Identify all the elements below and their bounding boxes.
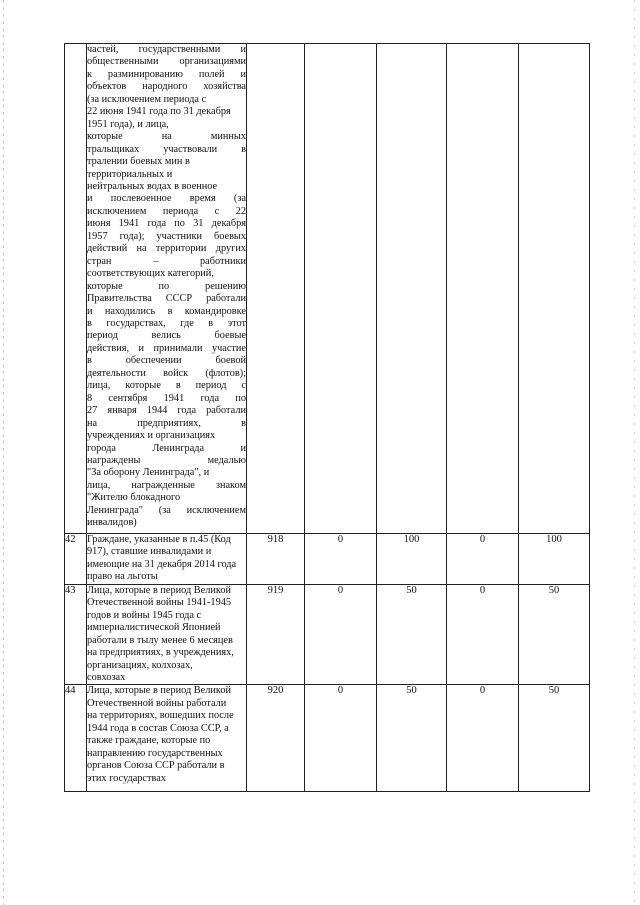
description-line: города Ленинграда и — [87, 442, 246, 454]
description-line: 27 января 1944 года работали — [87, 405, 246, 417]
code-cell: 918 — [247, 534, 305, 585]
row-description — [87, 534, 247, 585]
description-line: 1944 года в состав Союза ССР, а — [87, 722, 229, 734]
code-cell — [247, 44, 305, 534]
description-line: исключением периода с 22 — [87, 205, 246, 217]
description-line: нейтральных водах в военное — [87, 180, 218, 192]
table-row — [65, 44, 590, 534]
value-cell-1: 0 — [305, 685, 377, 792]
description-line: Отечественной войны работали — [87, 697, 227, 709]
description-line: инвалидов) — [87, 517, 137, 529]
scan-edge-right — [634, 0, 635, 905]
benefits-table — [64, 43, 590, 792]
description-line: которые по решению — [87, 280, 246, 292]
description-line: имеющие на 31 декабря 2014 года — [87, 558, 237, 570]
value-cell-2: 50 — [377, 685, 447, 792]
description-line: деятельности войск (флотов); — [87, 367, 246, 379]
row-description — [87, 44, 247, 534]
description-line: Отечественной войны 1941-1945 — [87, 597, 232, 609]
description-line: к разминированию полей и — [87, 68, 246, 80]
description-line: годов и войны 1945 года с — [87, 609, 202, 621]
code-cell: 920 — [247, 685, 305, 792]
value-cell-1: 0 — [305, 534, 377, 585]
description-line: стран – работники — [87, 255, 246, 267]
description-line: право на льготы — [87, 571, 158, 583]
description-line: июня 1941 года по 31 декабря — [87, 218, 246, 230]
description-line: тралении боевых мин в — [87, 156, 190, 168]
description-line: Ленинграда" (за исключением — [87, 504, 246, 516]
description-line: совхозах — [87, 671, 126, 683]
description-line: соответствующих категорий, — [87, 268, 214, 280]
description-line: на территориях, вошедших после — [87, 710, 234, 722]
description-line: 8 сентября 1941 года по — [87, 392, 246, 404]
description-line: частей, государственными и — [87, 44, 246, 55]
row-number: 42 — [65, 534, 87, 585]
row-number: 44 — [65, 685, 87, 792]
description-line: на предприятиях, в учреждениях, — [87, 647, 234, 659]
row-description — [87, 685, 247, 792]
description-line: 917), ставшие инвалидами и — [87, 546, 212, 558]
description-line: организациях, колхозах, — [87, 659, 193, 671]
description-line: действия, и принимали участие — [87, 342, 246, 354]
row-description — [87, 584, 247, 685]
description-line: Лица, которые в период Великой — [87, 685, 232, 697]
description-line: лица, которые в период с — [87, 380, 246, 392]
scan-edge-left — [3, 0, 4, 905]
description-line: на предприятиях, в — [87, 417, 246, 429]
description-line: Граждане, указанные в п.45 (Код — [87, 534, 231, 545]
value-cell-1 — [305, 44, 377, 534]
description-line: (за исключением периода с — [87, 93, 207, 105]
description-line: и послевоенное время (за — [87, 193, 246, 205]
value-cell-1: 0 — [305, 584, 377, 685]
value-cell-2 — [377, 44, 447, 534]
description-line: 1957 года); участники боевых — [87, 230, 246, 242]
description-line: лица, награжденные знаком — [87, 479, 246, 491]
description-line: действий на территории других — [87, 243, 246, 255]
table-body — [65, 44, 590, 792]
value-cell-3: 0 — [447, 534, 519, 585]
value-cell-3: 0 — [447, 584, 519, 685]
description-line: Лица, которые в период Великой — [87, 584, 232, 596]
description-line: объектов народного хозяйства — [87, 81, 246, 93]
description-line: учреждениях и организациях — [87, 430, 216, 442]
description-line: территориальных и — [87, 168, 173, 180]
description-line: 1951 года), и лица, — [87, 118, 169, 130]
description-line: "За оборону Ленинграда", и — [87, 467, 210, 479]
description-line: награждены медалью — [87, 454, 246, 466]
description-line: тральщиках участвовали в — [87, 143, 246, 155]
description-line: Правительства СССР работали — [87, 293, 246, 305]
table-row — [65, 584, 590, 685]
description-line: империалистической Японией — [87, 622, 221, 634]
value-cell-3 — [447, 44, 519, 534]
table-row — [65, 685, 590, 792]
description-line: общественными организациями — [87, 56, 246, 68]
value-cell-2: 50 — [377, 584, 447, 685]
description-line: и находились в командировке — [87, 305, 246, 317]
description-line: 22 июня 1941 года по 31 декабря — [87, 106, 231, 118]
description-line: в обеспечении боевой — [87, 355, 246, 367]
description-line: "Жителю блокадного — [87, 492, 181, 504]
value-cell-4: 50 — [519, 584, 590, 685]
description-line: работали в тылу менее 6 месяцев — [87, 634, 233, 646]
value-cell-2: 100 — [377, 534, 447, 585]
row-number: 43 — [65, 584, 87, 685]
code-cell: 919 — [247, 584, 305, 685]
description-line: направлению государственных — [87, 747, 223, 759]
value-cell-4: 100 — [519, 534, 590, 585]
row-number — [65, 44, 87, 534]
description-line: этих государствах — [87, 772, 166, 784]
value-cell-4: 50 — [519, 685, 590, 792]
description-line: органов Союза ССР работали в — [87, 760, 225, 772]
value-cell-3: 0 — [447, 685, 519, 792]
description-line: которые на минных — [87, 131, 246, 143]
description-line: также граждане, которые по — [87, 735, 211, 747]
description-line: период велись боевые — [87, 330, 246, 342]
table-row — [65, 534, 590, 585]
value-cell-4 — [519, 44, 590, 534]
description-line: в государствах, где в этот — [87, 317, 246, 329]
